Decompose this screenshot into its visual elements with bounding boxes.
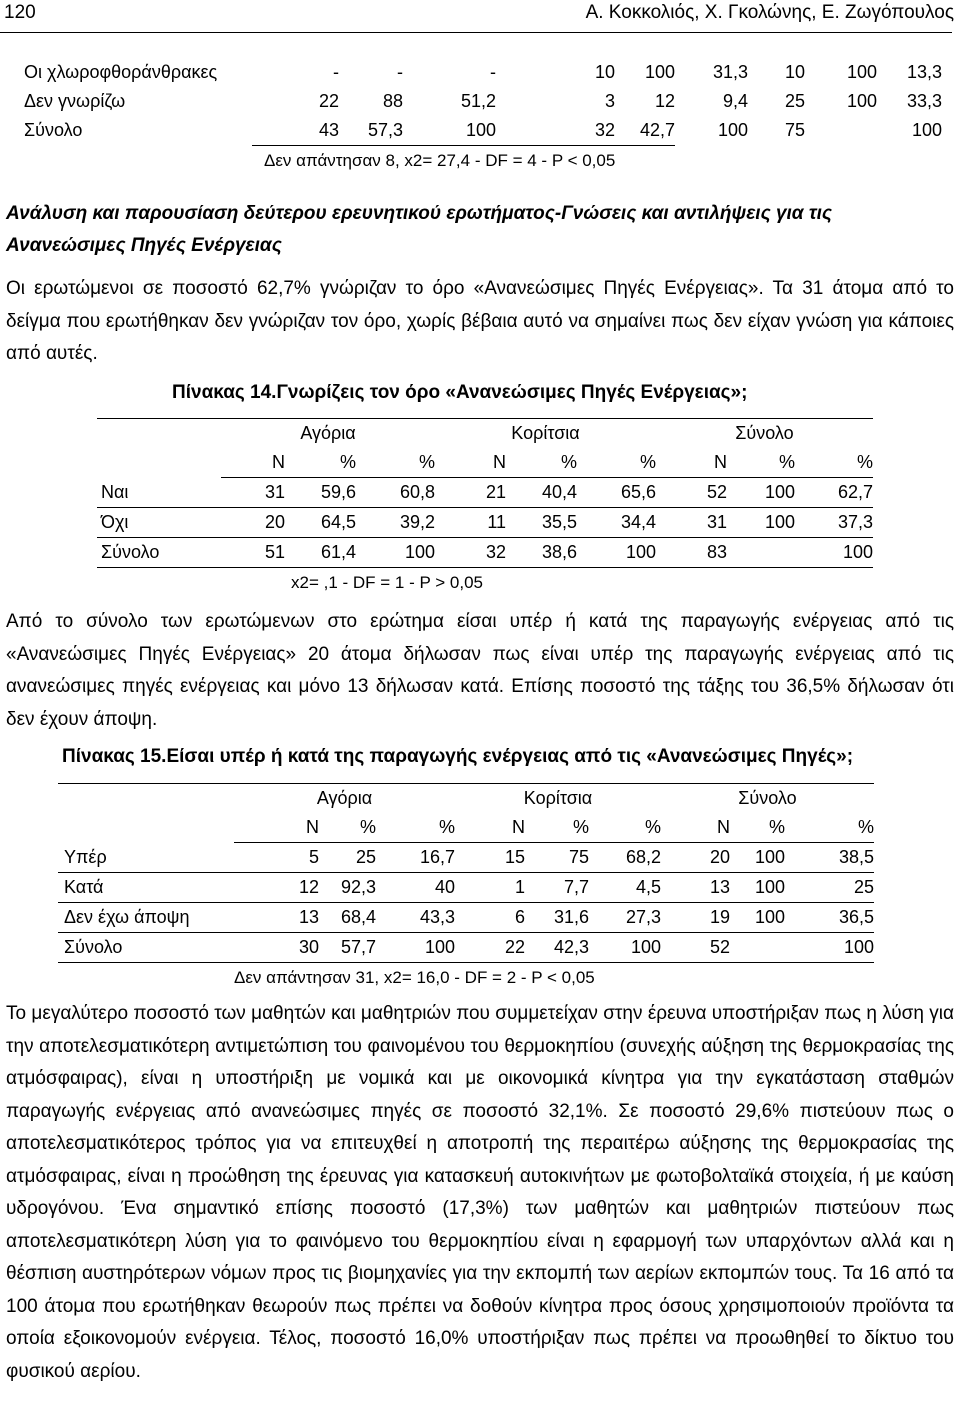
- table-14: [97, 418, 873, 597]
- table-row: Δεν γνωρίζω 22 88 51,2 3 12 9,4 25 100 33,3: [24, 91, 942, 111]
- running-header: [4, 0, 954, 26]
- running-head-authors: Α. Κοκκολιός, Χ. Γκολώνης, Ε. Ζωγόπουλος: [585, 2, 954, 23]
- table-note-row: [58, 963, 874, 993]
- page-number: 120: [4, 2, 36, 23]
- table-row: Σύνολο 51 61,4 100 32 38,6 100 83 100: [97, 538, 873, 568]
- prev-table-note: Δεν απάντησαν 8, x2= 27,4 - DF = 4 - P < 0,05: [252, 146, 675, 176]
- table15-group-header: Αγόρια Κορίτσια Σύνολο: [316, 788, 797, 808]
- table-note-row: [97, 568, 873, 598]
- table-row: Ναι 31 59,6 60,8 21 40,4 65,6 52 100 62,7: [97, 478, 873, 508]
- paragraph-2: Από το σύνολο των ερωτώμενων στο ερώτημα είσαι υπέρ ή κατά της παραγωγής ενέργειας από τις «Ανανεώσιμες Πηγές Ενέργειας» 20 άτομα δήλωσαν πως είναι υπέρ της παραγωγής ενέργειας από τις ανανεώσιμες πηγές ενέργειας και μόνο 13 δήλωσαν κατά. Επίσης ποσοστό της τάξης του 36,5% δήλωσαν ότι δεν έχουν άποψη.: [6, 611, 954, 730]
- table14-group-header: Αγόρια Κορίτσια Σύνολο: [300, 423, 794, 443]
- table-row: Σύνολο 43 57,3 100 32 42,7 100 75 100: [24, 120, 942, 141]
- table-row: Υπέρ 5 25 16,7 15 75 68,2 20 100 38,5: [58, 843, 874, 873]
- paragraph-1: Οι ερωτώμενοι σε ποσοστό 62,7% γνώριζαν το όρο «Ανανεώσιμες Πηγές Ενέργειας». Τα 31 άτομα από το δείγμα που ερωτήθηκαν δεν γνώριζαν τον όρο, χωρίς βέβαια αυτό να σημαίνει πως δεν είχαν γνώση για κάποιες από αυτές.: [6, 278, 954, 364]
- paragraph-3: Το μεγαλύτερο ποσοστό των μαθητών και μαθητριών που συμμετείχαν στην έρευνα υποστήριξαν πως η λύση για την αποτελεσματικότερη αντιμετώπιση του φαινομένου του θερμοκηπίου (συνεχής αύξηση της θερμοκρασίας της ατμόσφαιρας), είναι η υποστήριξη με νομικά και με οικονομικά κίνητρα για την εγκατάσταση σταθμών παραγωγής ενέργειας από ανανεώσιμες πηγές σε ποσοστό 32,1%. Σε ποσοστό 29,6% πιστεύουν πως ο αποτελεσματικότερος τρόπος για να επιτευχθεί η αποτροπή της περαιτέρω αύξησης της θερμοκρασίας της ατμόσφαιρας, είναι η προώθηση της έρευνας για κατασκευή αυτοκινήτων με φωτοβολταϊκά στοιχεία, ή με καύση υδρογόνου. Ένα σημαντικό επίσης ποσοστό (17,3%) των μαθητών και μαθητριών πιστεύουν πως αποτελεσματικότερη λύση για το φαινόμενο του θερμοκηπίου είναι η εφαρμογή των υπαρχόντων αλλά και η θέσπιση αυστηρότερων νόμων προς τις βιομηχανίες για την εκπομπή των αερίων εκπομπών τους. Τα 16 από τα 100 άτομα που ερωτήθηκαν θεωρούν πως πρέπει να δοθούν κίνητρα προς όσους χρησιμοποιούν προϊόντα τα οποία εξοικονομούν ενέργεια. Τέλος, ποσοστό 16,0% υποστήριξαν πως πρέπει να προωθηθεί το δίκτυο του φυσικού αερίου.: [6, 1003, 954, 1382]
- table-row: Δεν έχω άποψη 13 68,4 43,3 6 31,6 27,3 19 100 36,5: [58, 903, 874, 933]
- header-rule: [0, 32, 952, 33]
- table14-note: x2= ,1 - DF = 1 - P > 0,05: [291, 573, 483, 592]
- table-row: Σύνολο 30 57,7 100 22 42,3 100 52 100: [58, 933, 874, 963]
- table-row: Οι χλωροφθοράνθρακες - - - 10 100 31,3 10 100 13,3: [24, 62, 942, 82]
- table14-subheader: N % % N % % N % %: [97, 448, 873, 478]
- table15-caption: Πίνακας 15.Είσαι υπέρ ή κατά της παραγωγής ενέργειας από τις «Ανανεώσιμες Πηγές»;: [62, 746, 854, 767]
- section-heading: Ανάλυση και παρουσίαση δεύτερου ερευνητικού ερωτήματος-Γνώσεις και αντιλήψεις για τις Ανανεώσιμες Πηγές Ενέργειας: [6, 203, 833, 256]
- table-note-row: [24, 146, 942, 176]
- table15-subheader: N % % N % % N % %: [58, 813, 874, 843]
- table15-note: Δεν απάντησαν 31, x2= 16,0 - DF = 2 - P < 0,05: [234, 968, 595, 987]
- prev-table: [24, 58, 942, 175]
- table-row: Κατά 12 92,3 40 1 7,7 4,5 13 100 25: [58, 873, 874, 903]
- table-row: Όχι 20 64,5 39,2 11 35,5 34,4 31 100 37,3: [97, 508, 873, 538]
- table14-caption: Πίνακας 14.Γνωρίζεις τον όρο «Ανανεώσιμες Πηγές Ενέργειας»;: [172, 382, 748, 403]
- table-15: [58, 783, 874, 992]
